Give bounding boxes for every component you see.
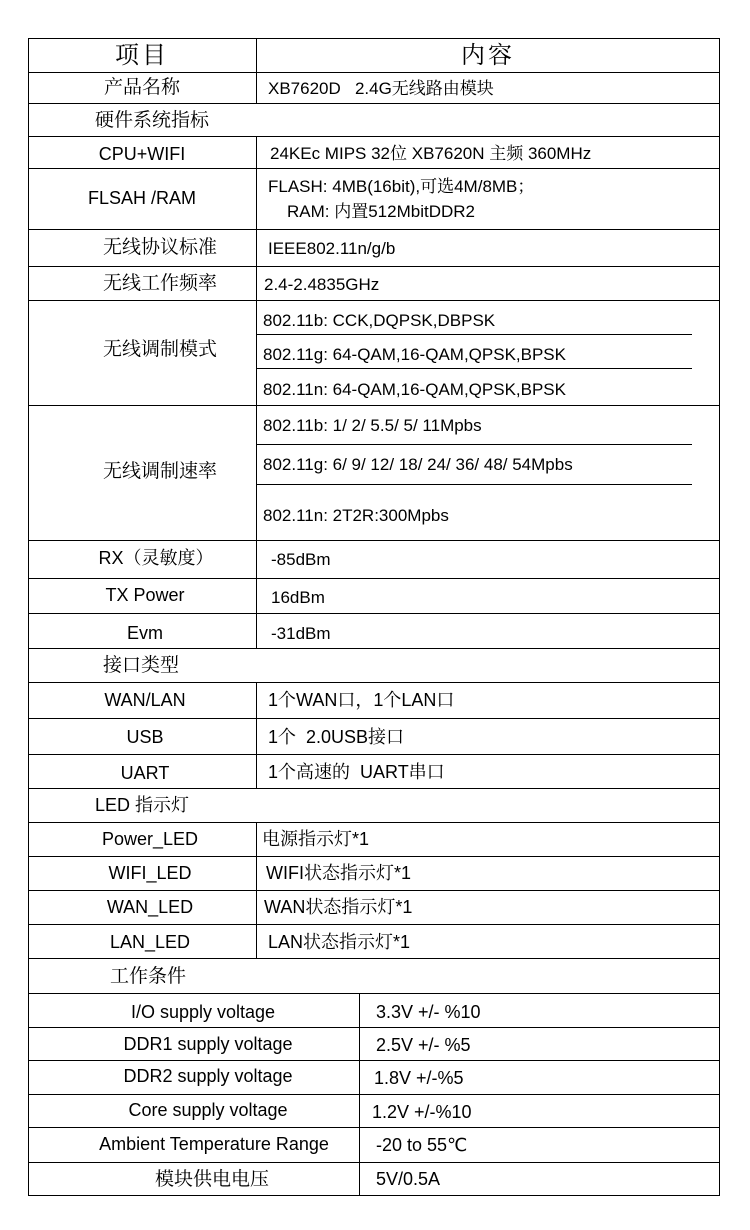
tx-value: 16dBm <box>271 588 325 607</box>
power-supply-value: 5V/0.5A <box>376 1169 441 1189</box>
col-divider <box>359 993 360 1196</box>
row-divider <box>28 168 720 169</box>
col-divider <box>256 136 257 648</box>
row-divider <box>28 266 720 267</box>
product-value: XB7620D 2.4G无线路由模块 <box>268 79 494 98</box>
io-value: 3.3V +/- %10 <box>376 1002 481 1022</box>
row-divider <box>28 856 720 857</box>
row-divider <box>28 890 720 891</box>
row-divider <box>28 718 720 719</box>
modulation-g: 802.11g: 64-QAM,16-QAM,QPSK,BPSK <box>263 345 566 364</box>
lan-led-label: LAN_LED <box>109 932 191 952</box>
row-divider <box>28 229 720 230</box>
power-led-label: Power_LED <box>101 829 199 849</box>
rx-value: -85dBm <box>271 550 331 569</box>
freq-value: 2.4-2.4835GHz <box>264 275 380 294</box>
protocol-value: IEEE802.11n/g/b <box>268 239 396 258</box>
usb-value: 1个 2.0USB接口 <box>268 727 405 747</box>
mem-label: FLSAH /RAM <box>87 188 197 208</box>
cpu-label: CPU+WIFI <box>98 144 186 164</box>
uart-label: UART <box>120 763 170 783</box>
io-label: I/O supply voltage <box>130 1002 276 1022</box>
row-divider <box>28 822 720 823</box>
section-interface: 接口类型 <box>103 655 180 676</box>
rate-b: 802.11b: 1/ 2/ 5.5/ 5/ 11Mpbs <box>263 416 482 435</box>
row-divider <box>28 540 720 541</box>
row-divider <box>28 405 720 406</box>
col-divider <box>256 682 257 788</box>
subrow-divider <box>257 334 692 335</box>
row-divider <box>28 682 720 683</box>
col-divider <box>256 38 257 104</box>
wan-value: 1个WAN口，1个LAN口 <box>268 690 455 710</box>
lan-led-value: LAN状态指示灯*1 <box>268 932 411 952</box>
ddr2-value: 1.8V +/-%5 <box>374 1068 464 1088</box>
header-item: 项目 <box>115 42 169 69</box>
evm-label: Evm <box>127 623 163 643</box>
section-conditions: 工作条件 <box>110 966 187 987</box>
col-divider <box>256 822 257 958</box>
header-content: 内容 <box>461 42 515 69</box>
subrow-divider <box>257 444 692 445</box>
ddr1-value: 2.5V +/- %5 <box>376 1035 471 1055</box>
row-divider <box>28 648 720 649</box>
product-label: 产品名称 <box>103 77 181 98</box>
core-label: Core supply voltage <box>128 1100 288 1120</box>
row-divider <box>28 136 720 137</box>
power-supply-label: 模块供电电压 <box>154 1169 270 1190</box>
modulation-n: 802.11n: 64-QAM,16-QAM,QPSK,BPSK <box>263 380 566 399</box>
protocol-label: 无线协议标准 <box>102 237 218 258</box>
power-led-value: 电源指示灯*1 <box>262 829 370 849</box>
rate-g: 802.11g: 6/ 9/ 12/ 18/ 24/ 36/ 48/ 54Mpbs <box>263 455 573 474</box>
row-divider <box>28 1027 720 1028</box>
row-divider <box>28 72 720 73</box>
rate-label: 无线调制速率 <box>102 461 218 482</box>
row-divider <box>28 300 720 301</box>
row-divider <box>28 788 720 789</box>
rate-n: 802.11n: 2T2R:300Mpbs <box>263 506 449 525</box>
section-hardware: 硬件系统指标 <box>95 110 210 131</box>
row-divider <box>28 613 720 614</box>
row-divider <box>28 1060 720 1061</box>
evm-value: -31dBm <box>271 624 331 643</box>
temp-value: -20 to 55℃ <box>376 1135 468 1155</box>
usb-label: USB <box>126 727 164 747</box>
cpu-value: 24KEc MIPS 32位 XB7620N 主频 360MHz <box>270 144 592 163</box>
core-value: 1.2V +/-%10 <box>372 1102 472 1122</box>
row-divider <box>28 103 720 104</box>
modulation-label: 无线调制模式 <box>102 339 218 360</box>
tx-label: TX Power <box>105 585 185 605</box>
wifi-led-value: WIFI状态指示灯*1 <box>266 863 412 883</box>
row-divider <box>28 1162 720 1163</box>
wan-label: WAN/LAN <box>104 690 186 710</box>
mem-value-ram: RAM: 内置512MbitDDR2 <box>287 202 475 221</box>
temp-label: Ambient Temperature Range <box>99 1134 329 1154</box>
ddr1-label: DDR1 supply voltage <box>123 1034 293 1054</box>
wan-led-label: WAN_LED <box>106 897 194 917</box>
row-divider <box>28 958 720 959</box>
wifi-led-label: WIFI_LED <box>108 863 192 883</box>
row-divider <box>28 578 720 579</box>
subrow-divider <box>257 368 692 369</box>
row-divider <box>28 1094 720 1095</box>
rx-label: RX（灵敏度） <box>98 548 214 568</box>
modulation-b: 802.11b: CCK,DQPSK,DBPSK <box>263 311 496 330</box>
freq-label: 无线工作频率 <box>102 273 218 294</box>
row-divider <box>28 1127 720 1128</box>
subrow-divider <box>257 484 692 485</box>
wan-led-value: WAN状态指示灯*1 <box>264 897 413 917</box>
row-divider <box>28 993 720 994</box>
row-divider <box>28 924 720 925</box>
section-led: LED 指示灯 <box>95 795 190 815</box>
mem-value-flash: FLASH: 4MB(16bit),可选4M/8MB； <box>268 177 535 196</box>
uart-value: 1个高速的 UART串口 <box>268 762 445 782</box>
row-divider <box>28 754 720 755</box>
ddr2-label: DDR2 supply voltage <box>123 1066 293 1086</box>
